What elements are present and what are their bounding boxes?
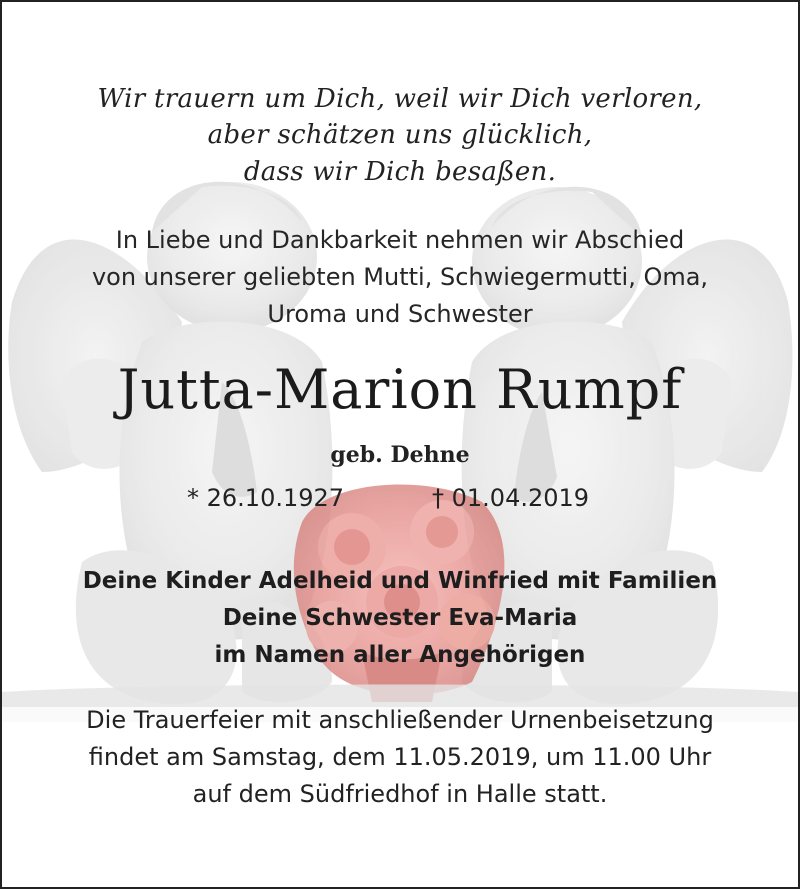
maiden-name: geb. Dehne [330, 442, 470, 468]
mourners-line-2: Deine Schwester Eva-Maria [222, 605, 578, 631]
intro-line-2: von unserer geliebten Mutti, Schwiegermutti, Oma, [91, 263, 709, 291]
notice-line-3: auf dem Südfriedhof in Halle statt. [192, 780, 608, 808]
death-date: † 01.04.2019 [432, 484, 590, 512]
notice-line-2: findet am Samstag, dem 11.05.2019, um 11.00 Uhr [88, 743, 712, 771]
intro-line-1: In Liebe und Dankbarkeit nehmen wir Abschied [115, 226, 685, 254]
deceased-name: Jutta-Marion Rumpf [117, 358, 683, 421]
verse-line-3: dass wir Dich besaßen. [243, 157, 557, 187]
mourners-line-3: im Namen aller Angehörigen [214, 642, 586, 668]
birth-date: * 26.10.1927 [187, 484, 345, 512]
verse-line-1: Wir trauern um Dich, weil wir Dich verloren, [97, 84, 703, 114]
mourners-line-1: Deine Kinder Adelheid und Winfried mit Familien [82, 568, 718, 594]
intro-line-3: Uroma und Schwester [267, 300, 533, 328]
notice-line-1: Die Trauerfeier mit anschließender Urnenbeisetzung [86, 706, 714, 734]
notice-text [2, 2, 798, 887]
verse-line-2: aber schätzen uns glücklich, [207, 120, 593, 150]
